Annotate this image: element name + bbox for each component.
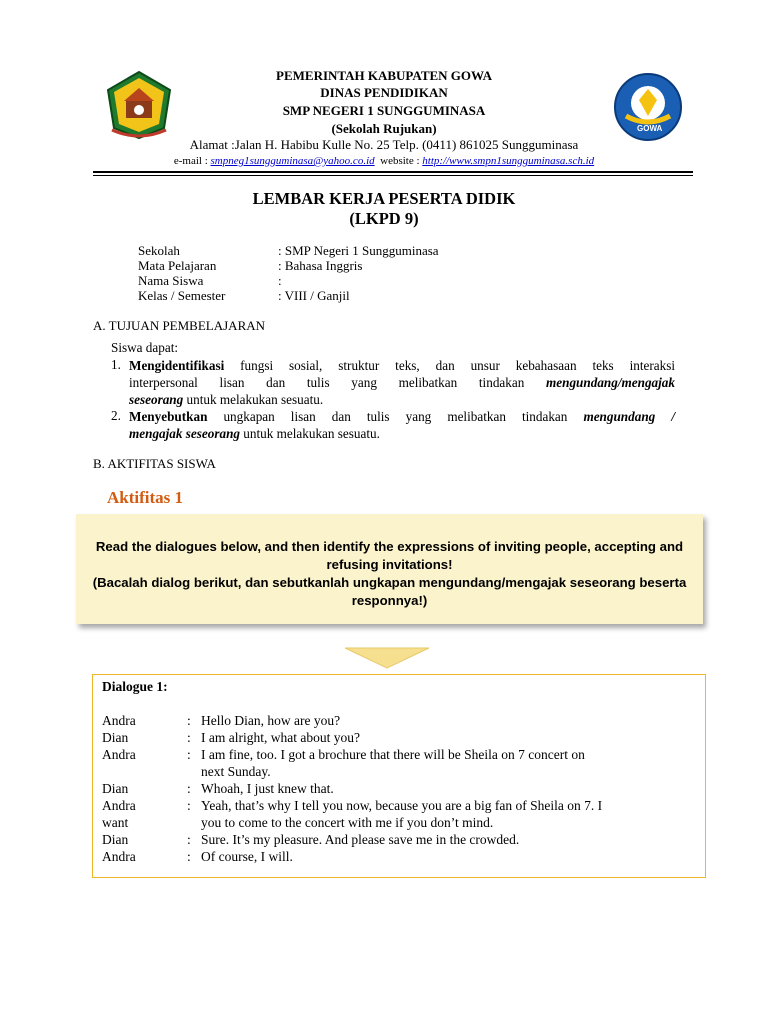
dialogue-colon: : <box>187 849 191 864</box>
dialogue-text: next Sunday. <box>201 764 271 779</box>
dialogue-speaker: Dian <box>102 730 129 745</box>
emblem-text: GOWA <box>637 124 663 133</box>
instruction-english-1: Read the dialogues below, and then identify the expressions of inviting people, accepting and <box>95 539 684 554</box>
objective-keyword: Menyebutkan <box>129 409 208 424</box>
identity-label: Sekolah <box>138 243 180 258</box>
identity-label: Mata Pelajaran <box>138 258 217 273</box>
objective-text: interpersonal lisan dan tulis yang melibatkan tindakan <box>129 375 547 390</box>
dialogue-speaker: Dian <box>102 781 129 796</box>
header-government: PEMERINTAH KABUPATEN GOWA <box>276 68 492 83</box>
list-number: 2. <box>111 408 121 423</box>
dialogue-speaker: Andra <box>102 849 136 864</box>
header-school: SMP NEGERI 1 SUNGGUMINASA <box>282 103 486 118</box>
objective-text: untuk melakukan sesuatu. <box>183 392 324 407</box>
dialogue-colon: : <box>187 781 191 796</box>
header-school-status: (Sekolah Rujukan) <box>331 121 437 136</box>
dialogue-text: Whoah, I just knew that. <box>201 781 334 796</box>
email-label: e-mail : <box>173 155 208 167</box>
dialogue-text: you to come to the concert with me if you don’t mind. <box>201 815 494 830</box>
dialogue-text: I am alright, what about you? <box>201 730 360 745</box>
dialogue-speaker: Andra <box>102 747 136 762</box>
dialogue-text: Of course, I will. <box>201 849 293 864</box>
dialogue-text: I am fine, too. I got a brochure that there will be Sheila on 7 concert on <box>201 747 585 762</box>
dialogue-text: Sure. It’s my pleasure. And please save me in the crowded. <box>201 832 520 847</box>
instruction-box <box>76 514 703 624</box>
dialogue-text: Yeah, that’s why I tell you now, because you are a big fan of Sheila on 7. I <box>201 798 603 813</box>
instruction-indonesian-2: responnya!) <box>351 593 428 608</box>
identity-value: : Bahasa Inggris <box>278 258 363 273</box>
list-number: 1. <box>111 357 121 372</box>
objective-item-2 <box>129 408 675 442</box>
dialogue-speaker: Andra <box>102 713 136 728</box>
document-subtitle: (LKPD 9) <box>349 209 419 228</box>
dialogue-colon: : <box>187 832 191 847</box>
objective-emphasis: seseorang <box>129 392 184 407</box>
instruction-indonesian-1: (Bacalah dialog berikut, dan sebutkanlah ungkapan mengundang/mengajak seseorang beserta <box>92 575 687 590</box>
identity-value: : VIII / Ganjil <box>278 288 350 303</box>
objective-text: fungsi sosial, struktur teks, dan unsur kebahasaan teks interaksi <box>224 358 675 373</box>
dialogue-colon: : <box>187 730 191 745</box>
identity-label: Kelas / Semester <box>138 288 226 303</box>
objective-emphasis: mengajak seseorang <box>129 426 240 441</box>
header-address: Alamat :Jalan H. Habibu Kulle No. 25 Telp. (0411) 861025 Sungguminasa <box>189 137 579 152</box>
objective-emphasis: mengundang/mengajak <box>546 375 675 390</box>
dialogue-text: Hello Dian, how are you? <box>201 713 341 728</box>
identity-value: : SMP Negeri 1 Sungguminasa <box>278 243 439 258</box>
section-b-heading: B. AKTIFITAS SISWA <box>93 456 216 471</box>
header-department: DINAS PENDIDIKAN <box>320 85 448 100</box>
header-divider <box>93 171 693 173</box>
objective-keyword: Mengidentifikasi <box>129 358 225 373</box>
dialogue-colon: : <box>187 747 191 762</box>
website-link[interactable]: http://www.smpn1sungguminasa.sch.id <box>422 155 595 167</box>
objective-item-1 <box>129 357 675 408</box>
dialogue-speaker: Dian <box>102 832 129 847</box>
identity-value: : <box>278 273 282 288</box>
dialogue-title: Dialogue 1: <box>102 679 168 694</box>
dialogue-colon: : <box>187 798 191 813</box>
dialogue-speaker: Andra <box>102 798 136 813</box>
document-title: LEMBAR KERJA PESERTA DIDIK <box>252 189 516 208</box>
dialogue-colon: : <box>187 713 191 728</box>
section-a-heading: A. TUJUAN PEMBELAJARAN <box>93 318 266 333</box>
website-label: website : <box>380 155 420 167</box>
down-arrow-icon <box>341 646 433 670</box>
header-contact <box>0 155 768 167</box>
identity-label: Nama Siswa <box>138 273 204 288</box>
dialogue-speaker: want <box>102 815 129 830</box>
activity-title: Aktifitas 1 <box>107 488 184 507</box>
objective-text: ungkapan lisan dan tulis yang melibatkan tindakan <box>207 409 584 424</box>
objectives-intro: Siswa dapat: <box>111 340 179 355</box>
instruction-english-2: refusing invitations! <box>326 557 453 572</box>
email-link[interactable]: smpneg1sungguminasa@yahoo.co.id <box>210 155 375 167</box>
objective-text: untuk melakukan sesuatu. <box>240 426 380 441</box>
objective-emphasis: mengundang / <box>583 409 675 424</box>
header-divider-thin <box>93 175 693 176</box>
